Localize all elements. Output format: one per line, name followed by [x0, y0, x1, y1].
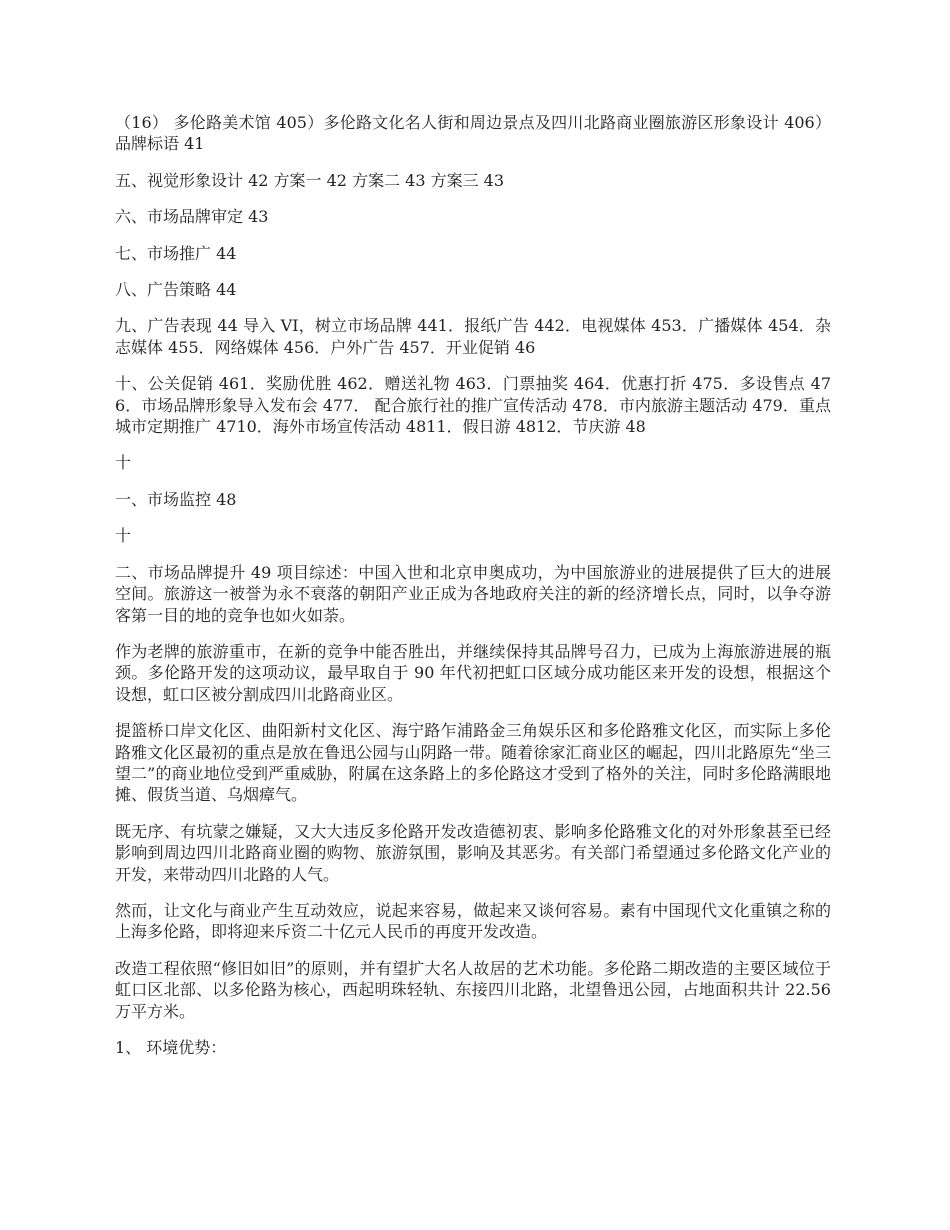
- toc-entry-16: （16） 多伦路美术馆 405）多伦路文化名人街和周边景点及四川北路商业圈旅游区形象设计 406）品牌标语 41: [115, 113, 831, 154]
- toc-section-6: 六、市场品牌审定 43: [115, 207, 269, 227]
- toc-section-11-prefix: 十: [115, 453, 132, 473]
- toc-section-10: 十、公关促销 461．奖励优胜 462．赠送礼物 463．门票抽奖 464．优惠打折 475．多设售点 476．市场品牌形象导入发布会 477． 配合旅行社的推广宣传活动 478．市内旅游主题活动 479．重点城市定期推广 4710．海外市场宣传活动 4811．假日游 4812．节庆游 48: [115, 374, 831, 437]
- toc-section-7: 七、市场推广 44: [115, 243, 237, 263]
- toc-section-11: 一、市场监控 48: [115, 489, 237, 509]
- toc-section-9: 九、广告表现 44 导入 VI，树立市场品牌 441．报纸广告 442．电视媒体 453．广播媒体 454．杂志媒体 455．网络媒体 456．户外广告 457．开业促销 46: [115, 316, 831, 357]
- body-paragraph: 然而，让文化与商业产生互动效应，说起来容易，做起来又谈何容易。素有中国现代文化重镇之称的上海多伦路，即将迎来斥资二十亿元人民币的再度开发改造。: [115, 900, 831, 942]
- section-heading-environment: 1、 环境优势：: [115, 1038, 227, 1057]
- document-body: [115, 112, 831, 1073]
- body-paragraph: 改造工程依照“修旧如旧”的原则，并有望扩大名人故居的艺术功能。多伦路二期改造的主要区域位于虹口区北部、以多伦路为核心，西起明珠轻轨、东接四川北路，北望鲁迅公园，占地面积共计 22.56 万平方米。: [115, 958, 831, 1021]
- body-paragraph: 既无序、有坑蒙之嫌疑，又大大违反多伦路开发改造德初衷、影响多伦路雅文化的对外形象甚至已经影响到周边四川北路商业圈的购物、旅游氛围，影响及其恶劣。有关部门希望通过多伦路文化产业的开发，来带动四川北路的人气。: [115, 821, 831, 884]
- toc-section-5: 五、视觉形象设计 42 方案一 42 方案二 43 方案三 43: [115, 170, 505, 190]
- body-paragraph: 作为老牌的旅游重市，在新的竞争中能否胜出，并继续保持其品牌号召力，已成为上海旅游进展的瓶颈。多伦路开发的这项动议，最早取自于 90 年代初把虹口区域分成功能区来开发的设想，根据这个设想，虹口区被分割成四川北路商业区。: [115, 641, 831, 704]
- toc-section-12-prefix: 十: [115, 526, 132, 546]
- body-paragraph: 提篮桥口岸文化区、曲阳新村文化区、海宁路乍浦路金三角娱乐区和多伦路雅文化区，而实际上多伦路雅文化区最初的重点是放在鲁迅公园与山阴路一带。随着徐家汇商业区的崛起，四川北路原先“坐三望二”的商业地位受到严重威胁，附属在这条路上的多伦路这才受到了格外的关注，同时多伦路满眼地摊、假货当道、乌烟瘴气。: [115, 721, 831, 805]
- toc-section-8: 八、广告策略 44: [115, 280, 237, 300]
- project-overview-paragraph: 二、市场品牌提升 49 项目综述：中国入世和北京申奥成功，为中国旅游业的进展提供了巨大的进展空间。旅游这一被誉为永不衰落的朝阳产业正成为各地政府关注的新的经济增长点，同时，以争夺游客第一目的地的竞争也如火如荼。: [115, 562, 831, 625]
